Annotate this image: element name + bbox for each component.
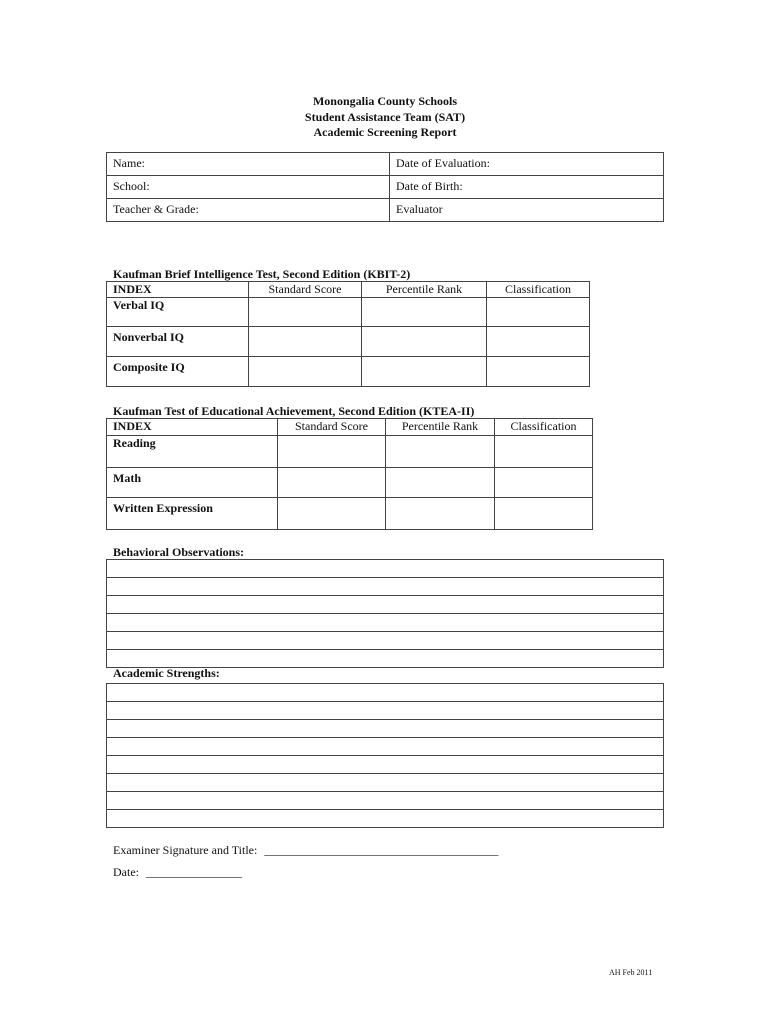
behavioral-line[interactable] (107, 560, 664, 578)
kbit-percentile-rank-cell[interactable] (362, 298, 487, 327)
school-label: School: (113, 179, 150, 193)
teacher-grade-label: Teacher & Grade: (113, 202, 199, 216)
behavioral-line[interactable] (107, 578, 664, 596)
strengths-line[interactable] (107, 702, 664, 720)
kbit-standard-score-cell[interactable] (249, 357, 362, 387)
strengths-line[interactable] (107, 792, 664, 810)
ktea-standard-score-cell[interactable] (278, 436, 386, 468)
header-line-3: Academic Screening Report (313, 125, 457, 139)
behavioral-lines (106, 559, 664, 668)
ktea-classification-cell[interactable] (495, 436, 593, 468)
teacher-grade-field[interactable] (107, 199, 390, 222)
kbit-header-standard-score: Standard Score (249, 282, 362, 298)
kbit-classification-cell[interactable] (487, 357, 590, 387)
kbit-percentile-rank-cell[interactable] (362, 357, 487, 387)
ktea-classification-cell[interactable] (495, 468, 593, 498)
evaluator-label: Evaluator (396, 202, 443, 216)
behavioral-line[interactable] (107, 596, 664, 614)
ktea-row-label: Written Expression (107, 498, 278, 530)
kbit-classification-cell[interactable] (487, 298, 590, 327)
name-field[interactable] (107, 153, 390, 176)
student-info-table (106, 152, 664, 222)
strengths-line[interactable] (107, 720, 664, 738)
ktea-row-label: Reading (107, 436, 278, 468)
kbit-header-percentile-rank: Percentile Rank (362, 282, 487, 298)
strengths-line[interactable] (107, 756, 664, 774)
kbit-standard-score-cell[interactable] (249, 327, 362, 357)
table-row (107, 327, 590, 357)
kbit-header-index: INDEX (107, 282, 249, 298)
footer-revision: AH Feb 2011 (609, 968, 653, 977)
table-row (107, 357, 590, 387)
school-field[interactable] (107, 176, 390, 199)
ktea-header-standard-score: Standard Score (278, 419, 386, 436)
ktea-standard-score-cell[interactable] (278, 498, 386, 530)
strengths-line[interactable] (107, 810, 664, 828)
strengths-lines (106, 683, 664, 828)
strengths-line[interactable] (107, 684, 664, 702)
strengths-title: Academic Strengths: (113, 666, 220, 680)
kbit-row-label: Verbal IQ (107, 298, 249, 327)
date-of-evaluation-field[interactable] (390, 153, 664, 176)
behavioral-line[interactable] (107, 650, 664, 668)
behavioral-line[interactable] (107, 632, 664, 650)
name-label: Name: (113, 156, 145, 170)
kbit-standard-score-cell[interactable] (249, 298, 362, 327)
behavioral-title: Behavioral Observations: (113, 545, 244, 559)
ktea-classification-cell[interactable] (495, 498, 593, 530)
table-row (107, 298, 590, 327)
ktea-header-classification: Classification (495, 419, 593, 436)
examiner-signature-field[interactable]: _______________________________________ (264, 843, 499, 857)
date-field[interactable]: ________________ (146, 865, 242, 879)
ktea-standard-score-cell[interactable] (278, 468, 386, 498)
table-row (107, 498, 593, 530)
table-row (107, 436, 593, 468)
date-of-birth-field[interactable] (390, 176, 664, 199)
strengths-line[interactable] (107, 774, 664, 792)
date-of-birth-label: Date of Birth: (396, 179, 463, 193)
date-row (113, 865, 242, 880)
kbit-percentile-rank-cell[interactable] (362, 327, 487, 357)
kbit-row-label: Composite IQ (107, 357, 249, 387)
ktea-header-index: INDEX (107, 419, 278, 436)
table-row (107, 468, 593, 498)
ktea-percentile-rank-cell[interactable] (386, 436, 495, 468)
ktea-header-percentile-rank: Percentile Rank (386, 419, 495, 436)
evaluator-field[interactable] (390, 199, 664, 222)
ktea-row-label: Math (107, 468, 278, 498)
ktea-percentile-rank-cell[interactable] (386, 498, 495, 530)
ktea-table (106, 418, 593, 530)
strengths-line[interactable] (107, 738, 664, 756)
behavioral-line[interactable] (107, 614, 664, 632)
examiner-signature-row (113, 843, 498, 858)
kbit-classification-cell[interactable] (487, 327, 590, 357)
kbit-table (106, 281, 590, 387)
date-of-evaluation-label: Date of Evaluation: (396, 156, 490, 170)
kbit-header-classification: Classification (487, 282, 590, 298)
kbit-title: Kaufman Brief Intelligence Test, Second Edition (KBIT-2) (113, 267, 411, 281)
header-line-2: Student Assistance Team (SAT) (304, 110, 466, 124)
header-line-1: Monongalia County Schools (312, 94, 458, 108)
date-label: Date: (113, 865, 139, 879)
ktea-percentile-rank-cell[interactable] (386, 468, 495, 498)
examiner-signature-label: Examiner Signature and Title: (113, 843, 258, 857)
kbit-row-label: Nonverbal IQ (107, 327, 249, 357)
ktea-title: Kaufman Test of Educational Achievement, Second Edition (KTEA-II) (113, 404, 475, 418)
